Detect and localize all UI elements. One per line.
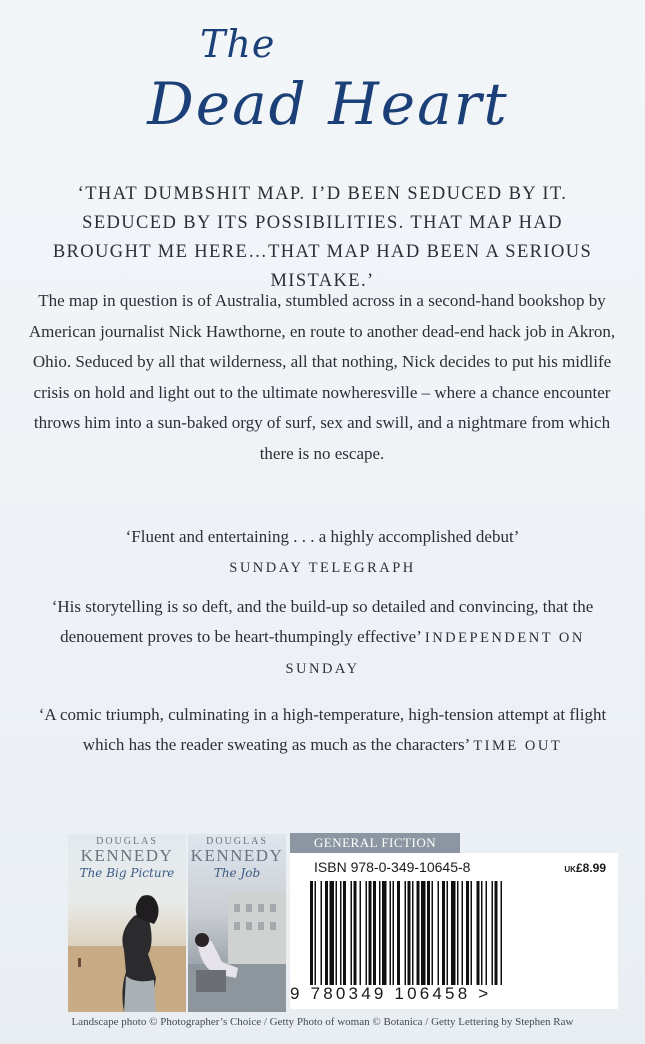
woman-figure-illustration <box>68 834 186 1012</box>
cover-1-author-first: DOUGLAS <box>96 836 158 847</box>
review-1 <box>30 522 615 583</box>
barcode-digits: 9 780349 106458 > <box>290 984 492 1003</box>
isbn-text: ISBN 978-0-349-10645-8 <box>314 859 471 875</box>
genre-label: GENERAL FICTION <box>290 833 460 853</box>
cover-2-author-first: DOUGLAS <box>206 836 268 847</box>
review-2-text: ‘His storytelling is so deft, and the build-up so detailed and convincing, that the denouement proves to be heart-thumpingly effective’ <box>51 597 594 646</box>
cover-the-job <box>188 834 286 1012</box>
price-label: UK£8.99 <box>564 861 606 875</box>
barcode-icon <box>310 881 572 985</box>
title-main: Dead Heart <box>147 70 509 138</box>
cover-2-author-last: KENNEDY <box>190 846 284 865</box>
photo-credits: Landscape photo © Photographer’s Choice / Getty Photo of woman © Botanica / Getty Lettering by Stephen Raw <box>71 1016 574 1028</box>
city-woman-illustration <box>188 834 286 1012</box>
title-the: The <box>200 22 276 66</box>
review-2 <box>30 592 615 684</box>
cover-2-title: The Job <box>213 866 261 880</box>
barcode-box <box>290 853 618 1009</box>
blurb-paragraph: The map in question is of Australia, stumbled across in a second-hand bookshop by American journalist Nick Hawthorne, en route to another dead-end hack job in Akron, Ohio. Seduced by all that wilderness, all that nothing, Nick decides to put his midlife crisis on hold and light out to the ultimate nowheresville – where a chance encounter throws him into a sun-baked orgy of surf, sex and swill, and a nightmare from which there is no escape. <box>28 291 616 463</box>
review-2-source: INDEPENDENT ON SUNDAY <box>285 630 585 677</box>
cover-1-author-last: KENNEDY <box>80 846 174 865</box>
price-amount: £8.99 <box>575 861 606 875</box>
other-books <box>68 834 286 1012</box>
review-3-source: TIME OUT <box>473 738 563 754</box>
barcode-panel <box>290 833 620 1009</box>
review-1-source: SUNDAY TELEGRAPH <box>229 560 416 576</box>
review-3 <box>30 700 615 761</box>
review-3-text: ‘A comic triumph, culminating in a high-temperature, high-tension attempt at flight which has the reader sweating as much as the characters’ <box>38 705 607 754</box>
cover-1-title: The Big Picture <box>79 866 175 880</box>
cover-big-picture <box>68 834 186 1012</box>
review-1-text: ‘Fluent and entertaining . . . a highly accomplished debut’ <box>125 527 520 546</box>
opening-quote: ‘THAT DUMBSHIT MAP. I’D BEEN SEDUCED BY IT. SEDUCED BY ITS POSSIBILITIES. THAT MAP HAD BROUGHT ME HERE…THAT MAP HAD BEEN A SERIOUS MISTAKE.’ <box>52 184 593 291</box>
